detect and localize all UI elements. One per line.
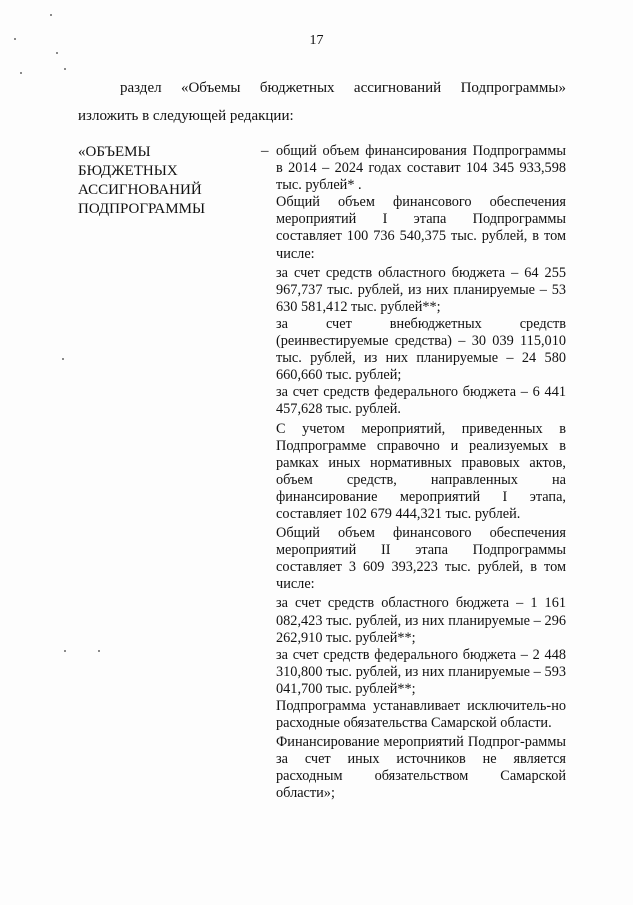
scan-speck <box>64 650 66 652</box>
intro-line-1: раздел «Объемы бюджетных ассигнований Подпрограммы» <box>120 80 566 96</box>
scan-speck <box>56 52 58 54</box>
intro-line-2: изложить в следующей редакции: <box>78 108 294 124</box>
funding-paragraph-extrabudget: за счет внебюджетных средств (реинвестируемые средства) – 30 039 115,010 тыс. рублей, из них планируемые – 24 580 660,660 тыс. рублей; <box>276 315 566 384</box>
page-number: 17 <box>309 33 324 48</box>
scan-speck <box>98 650 100 652</box>
funding-paragraph-obligations: Подпрограмма устанавливает исключитель-но расходные обязательства Самарской области. <box>276 698 566 732</box>
scan-speck <box>14 38 16 40</box>
funding-paragraph-other-sources: Финансирование мероприятий Подпрог-раммы за счет иных источников не является расходным обязательством Самарской области»; <box>276 734 566 802</box>
funding-paragraph-federal-stage2: за счет средств федерального бюджета – 2 448 310,800 тыс. рублей, из них планируемые – 593 041,700 тыс. рублей**; <box>276 646 566 697</box>
funding-paragraph-total: общий объем финансирования Подпрограммы в 2014 – 2024 годах составит 104 345 933,598 тыс. рублей* . <box>276 143 566 194</box>
scan-speck <box>64 68 66 70</box>
section-heading-line: АССИГНОВАНИЙ <box>78 182 202 198</box>
heading-dash: – <box>261 143 269 159</box>
funding-text <box>276 143 566 805</box>
scan-speck <box>20 72 22 74</box>
funding-paragraph-reference: С учетом мероприятий, приведенных в Подпрограмме справочно и реализуемых в рамках иных нормативных правовых актов, объем средств, направленных на финансирование мероприятий I этапа, составляет 102 679 444,321 тыс. рублей. <box>276 420 566 522</box>
section-heading-line: «ОБЪЕМЫ <box>78 144 151 160</box>
funding-paragraph-regional: за счет средств областного бюджета – 64 255 967,737 тыс. рублей, из них планируемые – 53 630 581,412 тыс. рублей**; <box>276 264 566 315</box>
funding-paragraph-stage1: Общий объем финансового обеспечения мероприятий I этапа Подпрограммы составляет 100 736 540,375 тыс. рублей, в том числе: <box>276 194 566 262</box>
section-heading <box>78 143 248 219</box>
scan-speck <box>62 358 64 360</box>
section-heading-line: БЮДЖЕТНЫХ <box>78 163 178 179</box>
funding-paragraph-stage2: Общий объем финансового обеспечения мероприятий II этапа Подпрограммы составляет 3 609 393,223 тыс. рублей, в том числе: <box>276 525 566 593</box>
funding-paragraph-federal: за счет средств федерального бюджета – 6 441 457,628 тыс. рублей. <box>276 384 566 418</box>
funding-paragraph-regional-stage2: за счет средств областного бюджета – 1 161 082,423 тыс. рублей, из них планируемые – 296 262,910 тыс. рублей**; <box>276 595 566 646</box>
scan-speck <box>50 14 52 16</box>
section-heading-line: ПОДПРОГРАММЫ <box>78 201 206 217</box>
